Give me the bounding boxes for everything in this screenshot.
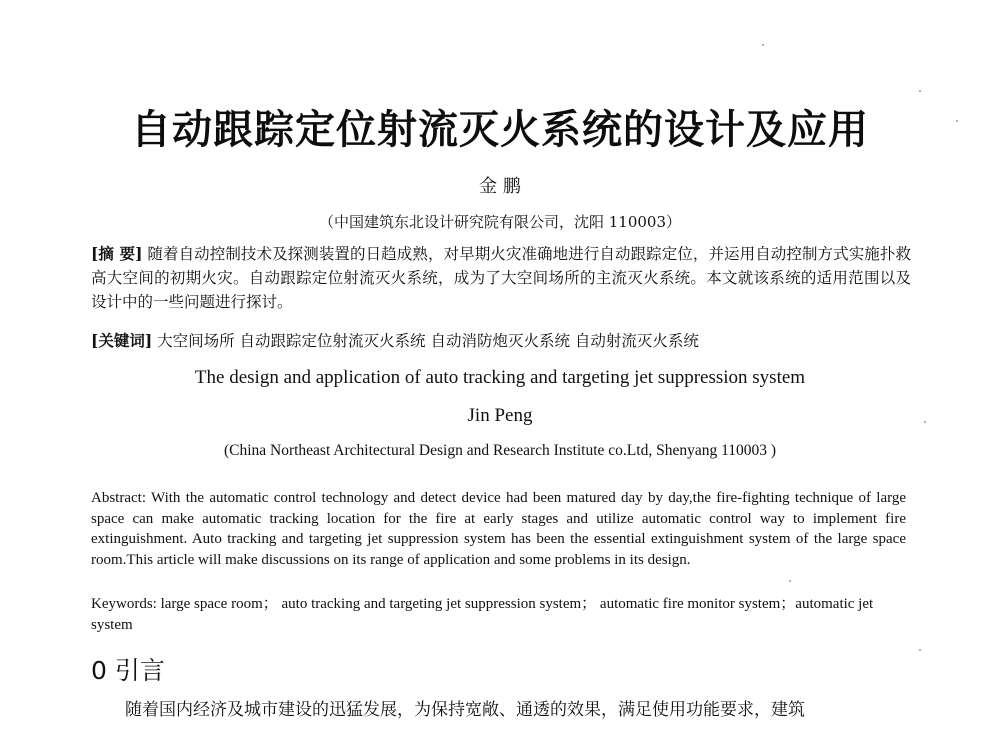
abstract-cn [91, 242, 911, 314]
abstract-en: Abstract: With the automatic control technology and detect device had been matured day by day,the fire-fighting technique of large space can make automatic tracking location for the fire at early stages and utilize automatic control way to implement fire extinguishment. Auto tracking and targeting jet suppression system has been the essential extinguishment system of the large space room.This article will make discussions on its range of application and some problems in its design. [91, 490, 906, 568]
scan-speck [762, 44, 764, 46]
paper-title-cn: 自动跟踪定位射流灭火系统的设计及应用 [131, 107, 869, 153]
abstract-cn-text: 随着自动控制技术及探测装置的日趋成熟，对早期火灾准确地进行自动跟踪定位，并运用自动控制方式实施扑救高大空间的初期火灾。自动跟踪定位射流灭火系统，成为了大空间场所的主流灭火系统。本文就该系统的适用范围以及设计中的一些问题进行探讨。 [91, 245, 911, 311]
affiliation-cn: （中国建筑东北设计研究院有限公司，沈阳 110003） [318, 213, 682, 231]
author-en: Jin Peng [467, 405, 533, 426]
keywords-cn [91, 330, 911, 352]
scan-speck [919, 649, 921, 651]
keywords-cn-label: [关键词] [91, 331, 153, 350]
abstract-cn-label: [摘 要] [91, 244, 143, 263]
scan-speck [789, 580, 791, 582]
keywords-cn-text: 大空间场所 自动跟踪定位射流灭火系统 自动消防炮灭火系统 自动射流灭火系统 [157, 332, 699, 350]
scan-speck [919, 90, 921, 92]
section-heading-introduction: 0 引言 [91, 656, 165, 685]
paper-title-en: The design and application of auto tracking and targeting jet suppression system [194, 367, 806, 388]
scan-speck [956, 120, 958, 122]
affiliation-en: (China Northeast Architectural Design and Research Institute co.Ltd, Shenyang 110003 ) [223, 442, 777, 459]
body-paragraph: 随着国内经济及城市建设的迅猛发展，为保持宽敞、通透的效果，满足使用功能要求，建筑 [125, 700, 805, 720]
scan-speck [924, 421, 926, 423]
keywords-en: Keywords: large space room； auto tracking and targeting jet suppression system； automatic fire monitor system；automatic jet system [91, 596, 874, 633]
author-cn: 金 鹏 [479, 176, 521, 197]
